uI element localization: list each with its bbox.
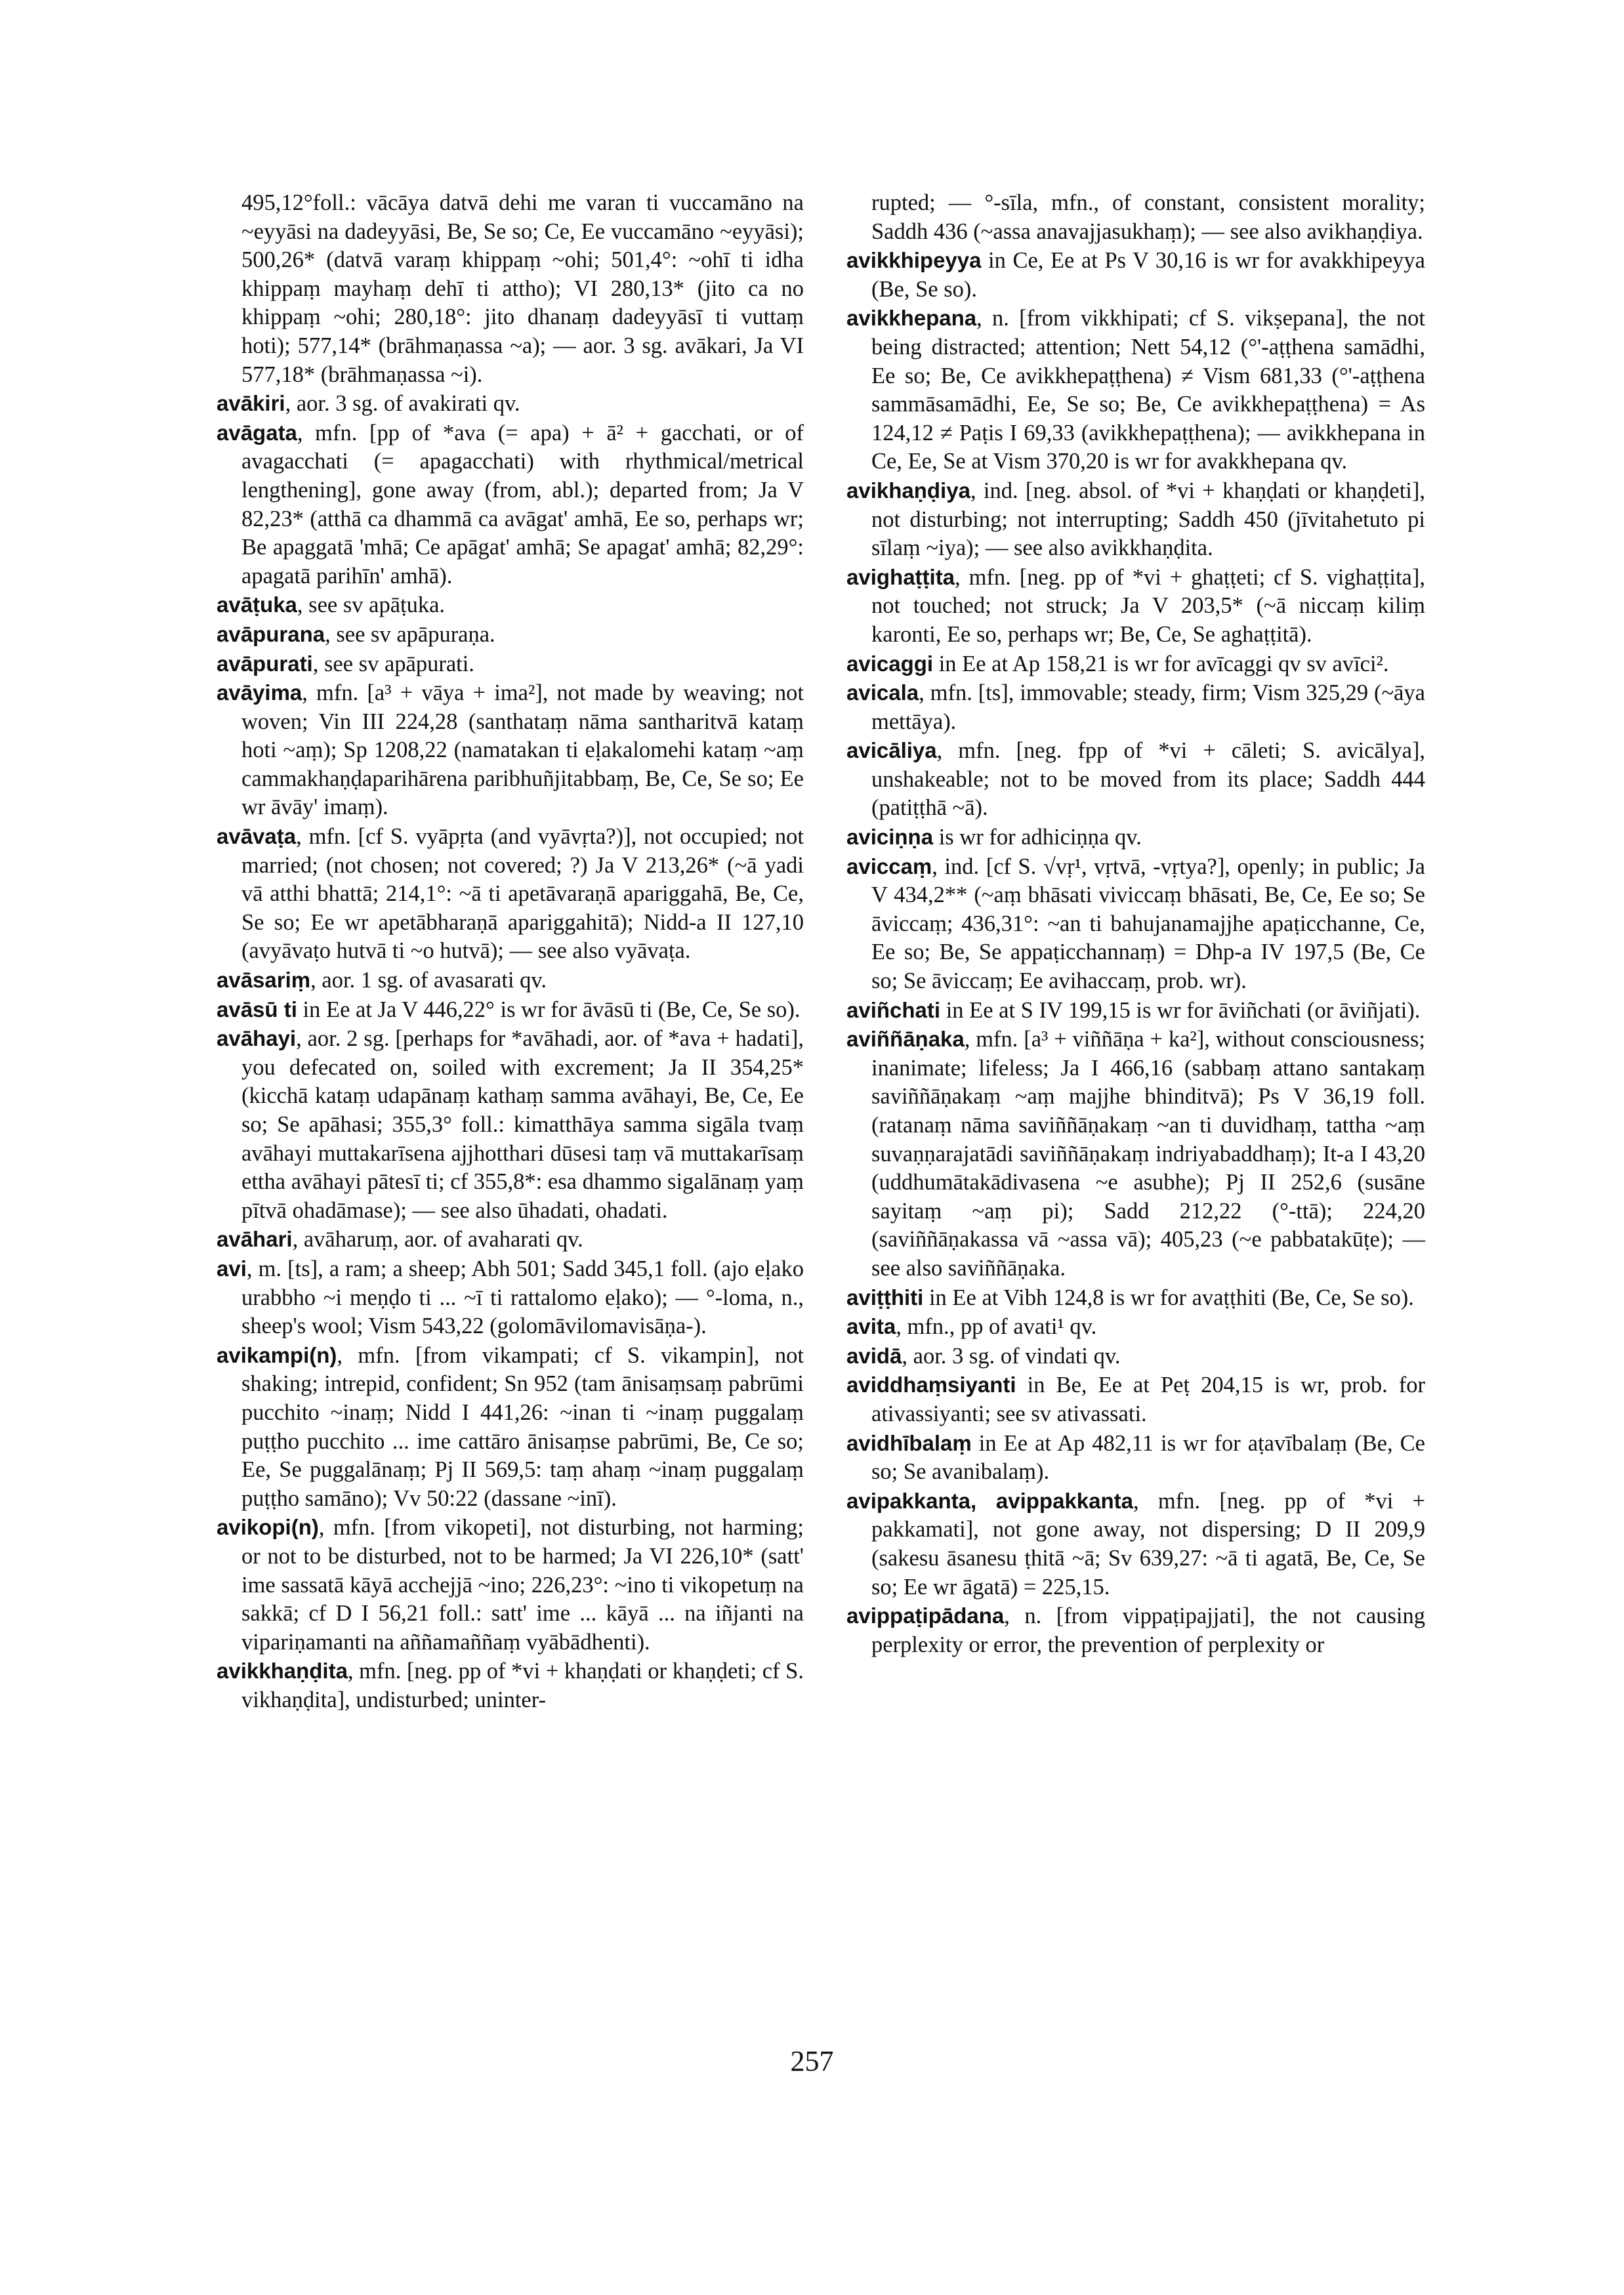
- headword: aviccaṃ: [846, 854, 932, 879]
- headword: avikkhepana: [846, 306, 977, 331]
- headword: avippaṭipādana: [846, 1603, 1005, 1628]
- headword: avikampi(n): [217, 1342, 337, 1367]
- headword: avāgata: [217, 420, 297, 445]
- entry-text: in Be, Ee at Peṭ 204,15 is wr, prob. for ativassiyanti; see sv ativassati.: [871, 1373, 1425, 1426]
- entry-avicinna: [846, 823, 1425, 852]
- headword: avāsariṃ: [217, 968, 311, 993]
- headword: avi: [217, 1256, 247, 1281]
- entry-text: , mfn., pp of avati¹ qv.: [896, 1314, 1097, 1340]
- headword: avāyima: [217, 680, 302, 705]
- page-number: 257: [790, 2045, 834, 2077]
- headword: avāsū ti: [217, 997, 297, 1022]
- headword: avikopi(n): [217, 1515, 319, 1540]
- headword: avāṭuka: [217, 592, 297, 617]
- entry-text: , n. [from vippaṭipajjati], the not causing perplexity or error, the prevention of perplexity or: [871, 1603, 1425, 1657]
- entry-avipakkanta: [846, 1487, 1425, 1602]
- headword: avicaggi: [846, 651, 934, 676]
- headword: aviciṇṇa: [846, 825, 934, 850]
- entry-avinchati: [846, 996, 1425, 1025]
- headword: avidā: [846, 1343, 902, 1368]
- entry-text: in Ee at S IV 199,15 is wr for āviñchati (or āviñjati).: [940, 997, 1421, 1023]
- headword: avākiri: [217, 391, 285, 416]
- entry-avikampi: [217, 1341, 804, 1514]
- entry-avavata: [217, 822, 804, 966]
- headword: avāpurati: [217, 651, 313, 676]
- headword: avighaṭṭita: [846, 564, 955, 589]
- entry-text: , n. [from vikkhipati; cf S. vikṣepana], the not being distracted; attention; Nett 54,12 (°'-aṭṭhena samādhi, Ee so; Be, Ce avikkhepaṭṭhena) ≠ Vism 681,33 (°'-aṭṭhena sammāsamādhi, Ee, Se so; Be, Ce avikkhepaṭṭhena) = As 124,12 ≠ Paṭis I 69,33 (avikkhepaṭṭhena); — avikkhepana in Ce, Ee, Se at Vism 370,20 is wr for avakkhepana qv.: [871, 306, 1425, 474]
- headword: aviṭṭhiti: [846, 1285, 924, 1310]
- entry-avahayi: [217, 1024, 804, 1225]
- entry-avita: [846, 1312, 1425, 1342]
- headword: avicāliya: [846, 738, 937, 763]
- entry-avida: [846, 1342, 1425, 1371]
- entry-text: in Ee at Ap 482,11 is wr for aṭavībalaṃ (Be, Ce so; Se avanibalaṃ).: [871, 1430, 1425, 1485]
- headword: avāvaṭa: [217, 824, 297, 849]
- entry-text: , mfn. [neg. pp of *vi + pakkamati], not gone away, not dispersing; D II 209,9 (sakesu āsanesu ṭhitā ~ā; Sv 639,27: ~ā ti agatā, Be, Ce, Se so; Ee wr āgatā) = 225,15.: [871, 1488, 1426, 1600]
- entry-avapurana: [217, 620, 804, 650]
- entry-text: , aor. 2 sg. [perhaps for *avāhadi, aor. of *ava + hadati], you defecated on, soiled with excrement; Ja II 354,25* (kicchā kataṃ udapānaṃ kathaṃ samma avāhayi, Be, Ce, Ee so; Se apāhasi; 355,3° foll.: kimatthāya samma sigāla tvaṃ avāhayi muttakarīsena ajjhotthari dūsesi taṃ vā muttakarīsaṃ ettha avāhayi pātesī ti; cf 355,8*: esa dhammo sigalānaṃ yaṃ pītvā ohadāmase); — see also ūhadati, ohadati.: [241, 1026, 804, 1223]
- entry-text: , mfn. [neg. fpp of *vi + cāleti; S. avicālya], unshakeable; not to be moved from its place; Saddh 444 (patiṭṭhā ~ā).: [871, 738, 1425, 821]
- entry-text: , aor. 1 sg. of avasarati qv.: [310, 968, 547, 993]
- headword: avāhari: [217, 1227, 293, 1252]
- headword: avidhībalaṃ: [846, 1430, 972, 1455]
- entry-avayima: [217, 678, 804, 822]
- entry-aviddhamsiyanti: [846, 1371, 1425, 1428]
- headword: avāhayi: [217, 1026, 297, 1051]
- headword: avāpurana: [217, 621, 325, 646]
- entry-text: , mfn. [neg. pp of *vi + khaṇḍati or khaṇḍeti; cf S. vikhaṇḍita], undisturbed; uninter-: [241, 1659, 804, 1712]
- entry-text: , see sv apāpuraṇa.: [325, 621, 495, 647]
- entry-avicaliya: [846, 736, 1425, 823]
- entry-avikopi: [217, 1513, 804, 1657]
- entry-avitthiti: [846, 1283, 1425, 1313]
- entry-avakiri: [217, 389, 804, 419]
- headword: aviññāṇaka: [846, 1027, 965, 1052]
- entry-avasu: [217, 995, 804, 1025]
- headword: avikkhaṇḍita: [217, 1659, 348, 1684]
- entry-text: in Ee at Vibh 124,8 is wr for avaṭṭhiti (Be, Ce, Se so).: [923, 1285, 1414, 1310]
- entry-avinnanaka: [846, 1025, 1425, 1283]
- entry-text: , mfn. [cf S. vyāpṛta (and vyāvṛta?)], not occupied; not married; (not chosen; not covered; ?) Ja V 213,26* (~ā yadi vā atthi bhattā; 214,1°: ~ā ti apetāvaraṇā apariggahā, Be, Ce, Se so; Ee wr apetābharaṇā apariggahitā); Nidd-a II 127,10 (avyāvaṭo hutvā ti ~o hutvā); — see also vyāvaṭa.: [241, 824, 804, 964]
- entry-text: , see sv apāṭuka.: [297, 592, 446, 618]
- entry-avikkhandita: [217, 1657, 804, 1714]
- entry-text: in Ee at Ap 158,21 is wr for avīcaggi qv sv avīci².: [933, 651, 1389, 676]
- headword: aviñchati: [846, 997, 941, 1022]
- headword: avita: [846, 1314, 896, 1339]
- entry-text: , ind. [neg. absol. of *vi + khaṇḍati or khaṇḍeti], not disturbing; not interrupting; Saddh 450 (jīvitahetuto pi sīlaṃ ~iya); — see also avikkhaṇḍita.: [871, 478, 1425, 561]
- entry-text: in Ee at Ja V 446,22° is wr for āvāsū ti (Be, Ce, Se so).: [297, 997, 801, 1022]
- headword: avikkhipeyya: [846, 248, 982, 273]
- entry-avikkhipeyya: [846, 246, 1425, 304]
- entry-avahari: [217, 1225, 804, 1254]
- entry-text: , mfn. [neg. pp of *vi + ghaṭṭeti; cf S. vighaṭṭita], not touched; not struck; Ja V 203,5* (~ā niccaṃ kiliṃ karonti, Ee so, perhaps wr; Be, Ce, Se aghaṭṭitā).: [871, 564, 1425, 647]
- entry-text: , mfn. [a³ + vāya + ima²], not made by weaving; not woven; Vin III 224,28 (santhataṃ nāma santharitvā kataṃ hoti ~aṃ); Sp 1208,22 (namatakan ti eḷakalomehi kataṃ ~aṃ cammakhaṇḍaparihārena paribhuñjitabbaṃ, Be, Ce, Se so; Ee wr āvāy' imaṃ).: [241, 680, 804, 820]
- right-column: [846, 189, 1425, 1659]
- entry-continuation: 495,12°foll.: vācāya datvā dehi me varan ti vuccamāno na ~eyyāsi na dadeyyāsi, Be, Se so; Ce, Ee vuccamāno ~eyyāsi); 500,26* (datvā varaṃ khippaṃ ~ohi; 501,4°: ~ohī ti idha khippaṃ mayhaṃ dehī ti attho); VI 280,13* (jito ca no khippaṃ ~ohi; 280,18°: jito dhanaṃ dadeyyāsī ti vuttaṃ hoti); 577,14* (brāhmaṇassa ~a); — aor. 3 sg. avākari, Ja VI 577,18* (brāhmaṇassa ~i).: [241, 190, 804, 387]
- headword: avipakkanta, avippakkanta: [846, 1488, 1134, 1513]
- entry-text: , see sv apāpurati.: [312, 651, 474, 676]
- entry-text: , mfn. [from vikampati; cf S. vikampin], not shaking; intrepid, confident; Sn 952 (tam ānisaṃsaṃ pabrūmi pucchito ~inaṃ; Nidd I 441,26: ~inan ti ~inaṃ puggalaṃ puṭṭho pucchito ... ime cattāro ānisaṃse pabrūmi, Be, Ce so; Ee, Se puggalānaṃ; Pj II 569,5: taṃ ahaṃ ~inaṃ puggalaṃ puṭṭho samāno); Vv 50:22 (dassane ~inī).: [241, 1342, 804, 1511]
- entry-avasarim: [217, 966, 804, 995]
- entry-avapurati: [217, 650, 804, 679]
- entry-text: , ind. [cf S. √vṛ¹, vṛtvā, -vṛtya?], openly; in public; Ja V 434,2** (~aṃ bhāsati viviccaṃ bhāsati, Be, Ce, Ee so; Se āviccaṃ; 436,31°: ~an ti bahujanamajjhe apaṭicchanne, Ce, Ee so; Be, Se appaṭicchannaṃ) = Dhp-a IV 197,5 (Be, Ce so; Se āviccaṃ; Ee avihaccaṃ, prob. wr).: [871, 854, 1425, 994]
- entry-text: , aor. 3 sg. of avakirati qv.: [285, 391, 520, 417]
- entry-text: , mfn. [ts], immovable; steady, firm; Vism 325,29 (~āya mettāya).: [871, 680, 1425, 734]
- entry-avikkhepana: [846, 304, 1425, 476]
- entry-avicaggi: [846, 650, 1425, 679]
- entry-avatuka: [217, 590, 804, 620]
- entry-text: , mfn. [pp of *ava (= apa) + ā² + gacchati, or of avagacchati (= apagacchati) with rhythmical/metrical lengthening], gone away (from, abl.); departed from; Ja V 82,23* (atthā ca dhammā ca avāgat' amhā, Ee so, perhaps wr; Be apaggatā 'mhā; Ce apāgat' amhā; Se apagat' amhā; 82,29°: apagatā parihīn' amhā).: [241, 420, 804, 589]
- entry-text: in Ce, Ee at Ps V 30,16 is wr for avakkhipeyya (Be, Se so).: [871, 248, 1425, 302]
- entry-avagata: [217, 419, 804, 591]
- entry-text: , mfn. [from vikopeti], not disturbing, not harming; or not to be disturbed, not to be harmed; Ja VI 226,10* (satt' ime sassatā kāyā acchejjā ~ino; 226,23°: ~ino ti vikopetuṃ na sakkā; cf D I 56,21 foll.: satt' ime ... kāyā ... na iñjanti na vipariṇamanti na aññamaññaṃ vyābādhenti).: [241, 1515, 804, 1655]
- entry-avi: [217, 1254, 804, 1341]
- entry-text: , aor. 3 sg. of vindati qv.: [902, 1343, 1121, 1369]
- entry-text: , mfn. [a³ + viññāṇa + ka²], without consciousness; inanimate; lifeless; Ja I 466,16 (sabbaṃ attano santakaṃ saviññāṇakaṃ ~aṃ majjhe bhinditvā); Ps V 36,19 foll. (ratanaṃ nāma saviññāṇakaṃ ~an ti duvidhaṃ, tattha ~aṃ suvaṇṇarajatādi saviññāṇakaṃ indriyabaddhaṃ); It-a I 43,20 (uddhumātakādivasena ~e asubhe); Pj II 252,6 (susāne sayitaṃ ~aṃ pi); Sadd 212,22 (°-ttā); 224,20 (saviññāṇakassa vā ~assa vā); 405,23 (~e pabbatakūṭe); — see also saviññāṇaka.: [871, 1027, 1425, 1281]
- headword: aviddhaṃsiyanti: [846, 1373, 1016, 1397]
- left-column: [217, 189, 804, 1714]
- entry-text: is wr for adhiciṇṇa qv.: [933, 825, 1142, 850]
- headword: avikhaṇḍiya: [846, 478, 970, 503]
- entry-text: , m. [ts], a ram; a sheep; Abh 501; Sadd 345,1 foll. (ajo eḷako urabbho ~i meṇḍo ti ... ~ī ti rattalomo eḷako); — °-loma, n., sheep's wool; Vism 543,22 (golomāvilomavisāṇa-).: [241, 1256, 804, 1339]
- entry-continuation: rupted; — °-sīla, mfn., of constant, consistent morality; Saddh 436 (~assa anavajjasukhaṃ); — see also avikhaṇḍiya.: [871, 190, 1425, 244]
- entry-aviccam: [846, 852, 1425, 996]
- entry-avikhandiya: [846, 476, 1425, 563]
- entry-avicala: [846, 678, 1425, 736]
- entry-avippatipadana: [846, 1602, 1425, 1659]
- entry-avidhibalam: [846, 1429, 1425, 1487]
- headword: avicala: [846, 680, 919, 705]
- entry-text: , avāharuṃ, aor. of avaharati qv.: [292, 1227, 583, 1252]
- entry-avighattita: [846, 563, 1425, 650]
